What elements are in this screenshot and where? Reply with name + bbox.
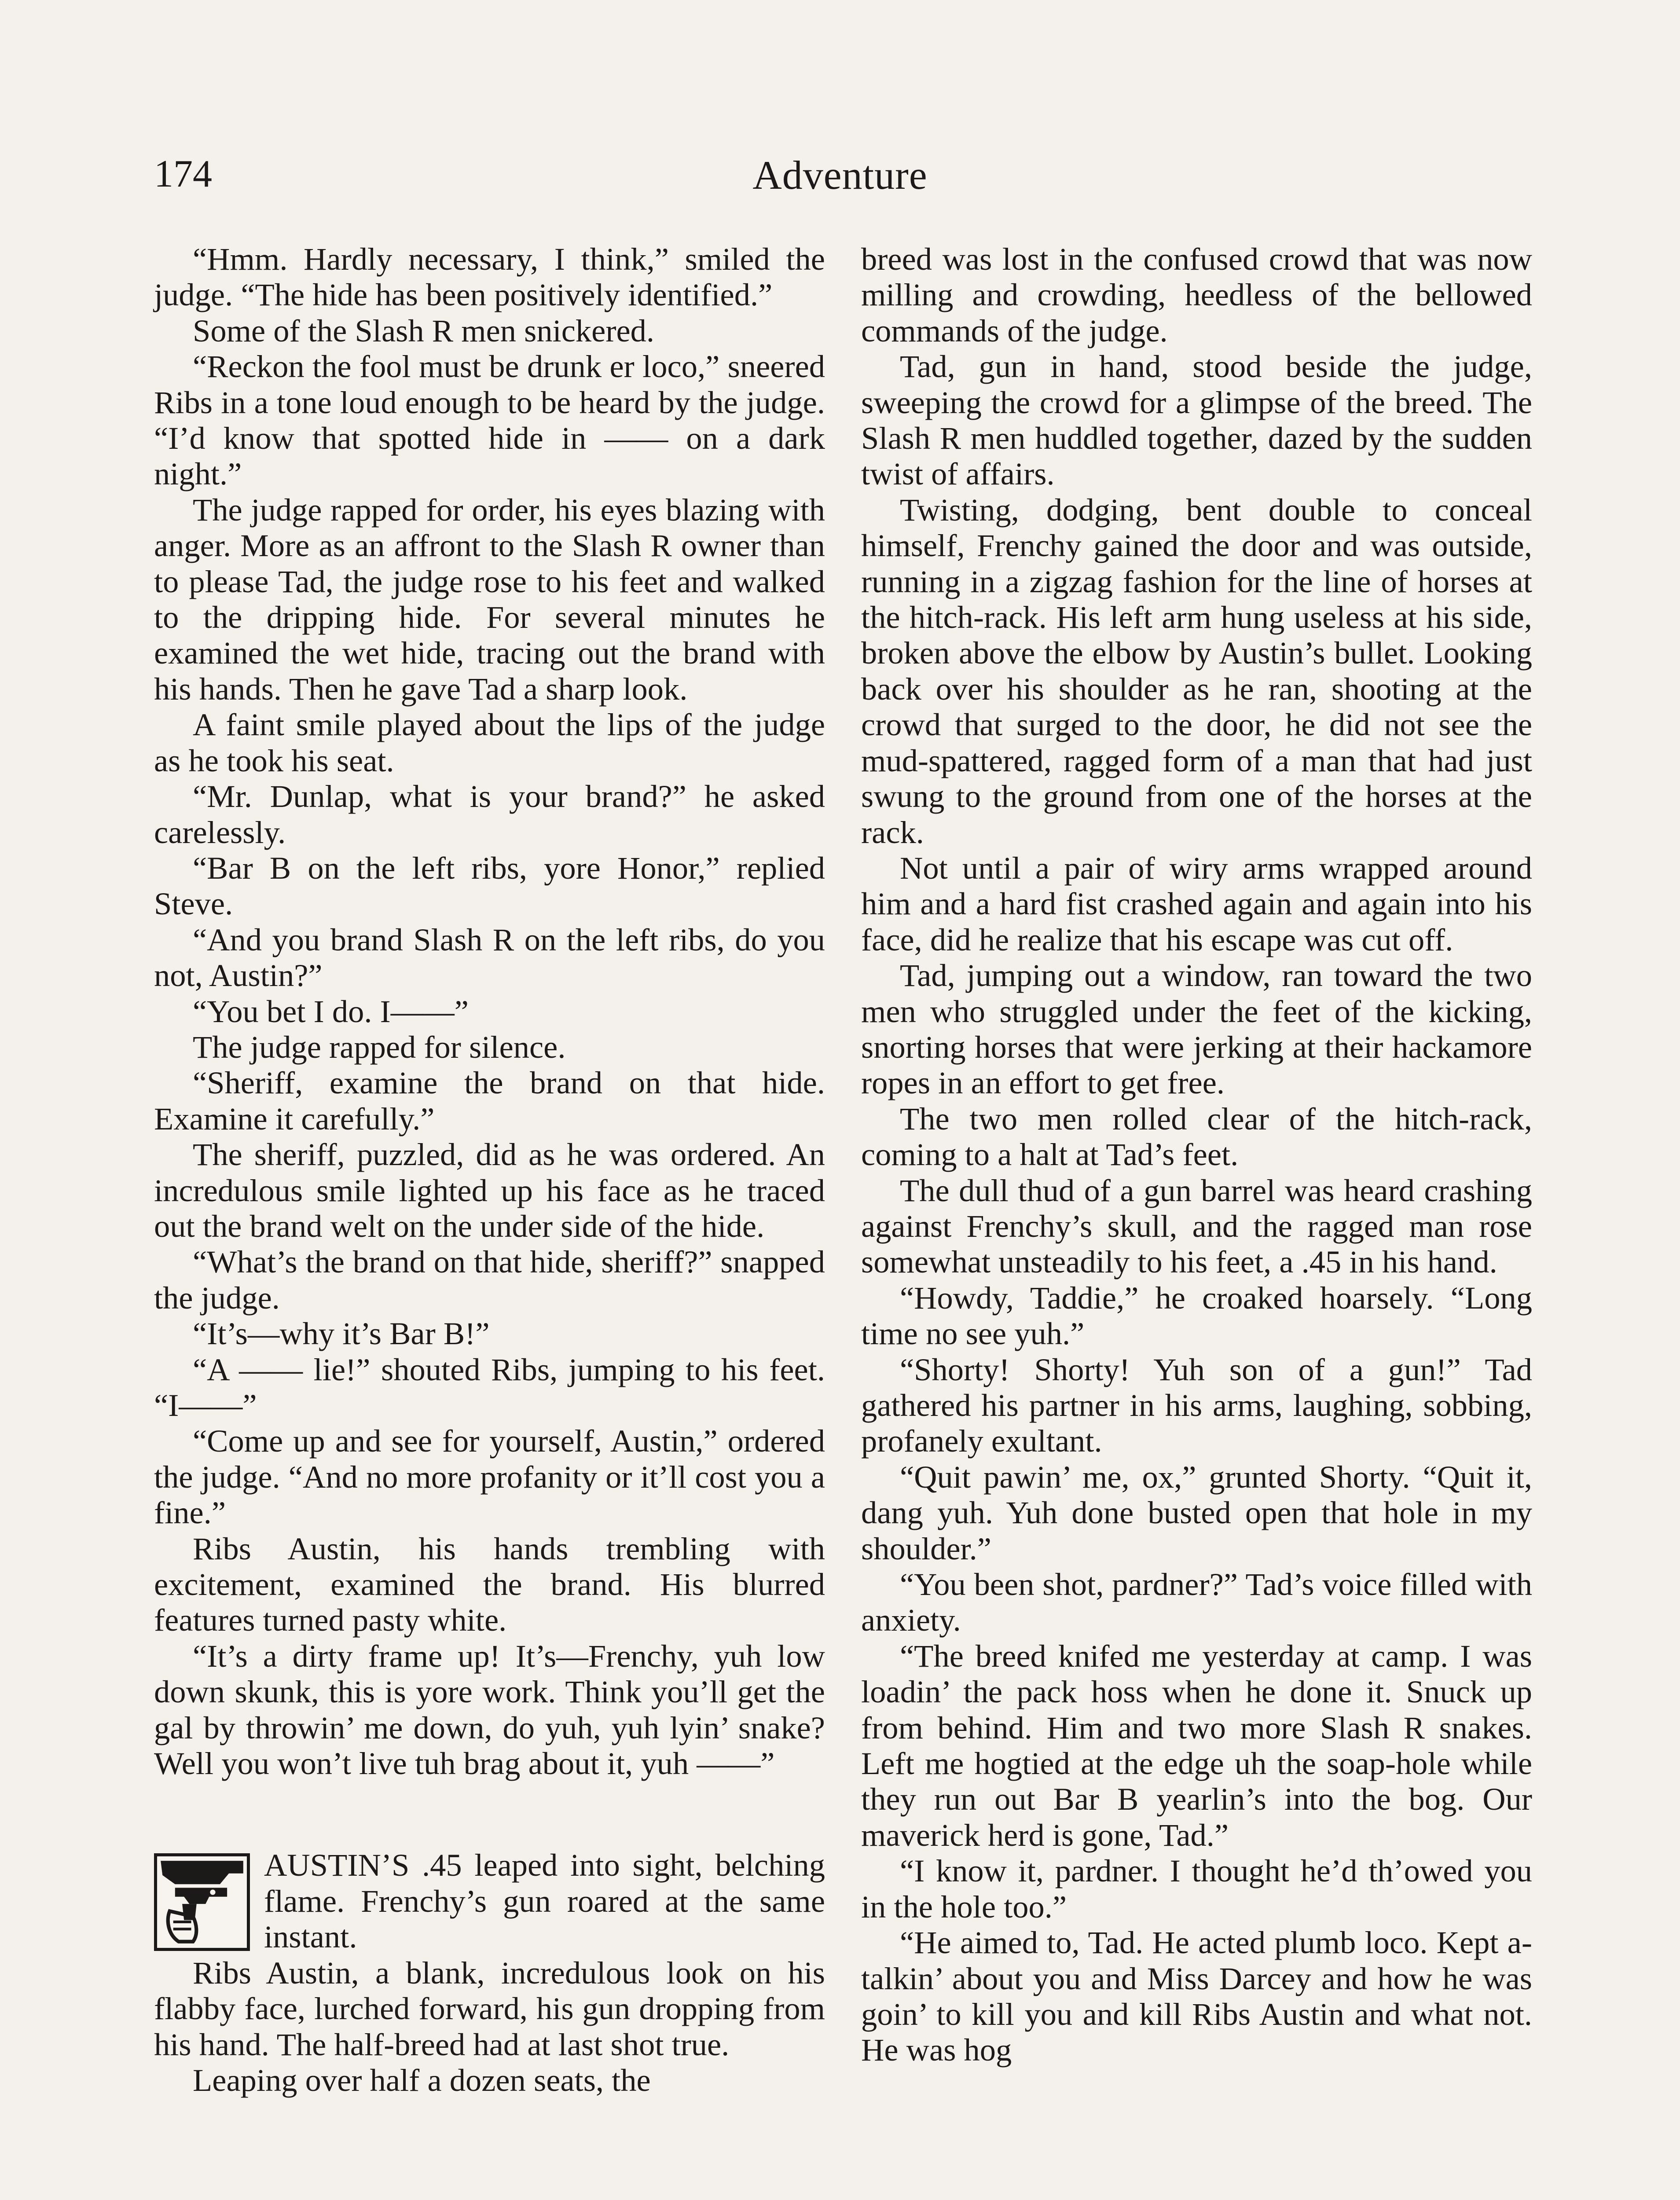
- paragraph: “And you brand Slash R on the left ribs, do you not, Austin?”: [154, 921, 825, 994]
- left-column: [154, 241, 825, 2098]
- paragraph: Not until a pair of wiry arms wrapped around him and a hard fist crashed again and again into his face, did he realize that his escape was cut off.: [861, 850, 1532, 957]
- section-break: [154, 1781, 825, 1847]
- paragraph: “Reckon the fool must be drunk er loco,” sneered Ribs in a tone loud enough to be heard by the judge. “I’d know that spotted hide in —— on a dark night.”: [154, 348, 825, 492]
- running-head-title: Adventure: [752, 153, 928, 198]
- paragraph: “Shorty! Shorty! Yuh son of a gun!” Tad gathered his partner in his arms, laughing, sobbing, profanely exultant.: [861, 1351, 1532, 1459]
- paragraph: Ribs Austin, his hands trembling with excitement, examined the brand. His blurred features turned pasty white.: [154, 1530, 825, 1638]
- dropcap-paragraph: AUSTIN’S .45 leaped into sight, belching flame. Frenchy’s gun roared at the same instant.: [264, 1847, 825, 1955]
- paragraph: “It’s a dirty frame up! It’s—Frenchy, yuh low down skunk, this is yore work. Think you’ll get the gal by throwin’ me down, do yuh, yuh lyin’ snake? Well you won’t live tuh brag about it, yuh ——”: [154, 1638, 825, 1782]
- page-number: 174: [154, 153, 212, 195]
- paragraph: Twisting, dodging, bent double to conceal himself, Frenchy gained the door and was outside, running in a zigzag fashion for the line of horses at the hitch-rack. His left arm hung useless at his side, broken above the elbow by Austin’s bullet. Looking back over his shoulder as he ran, shooting at the crowd that surged to the door, he did not see the mud-spattered, ragged form of a man that had just swung to the ground from one of the horses at the rack.: [861, 491, 1532, 850]
- paragraph: “Howdy, Taddie,” he croaked hoarsely. “Long time no see yuh.”: [861, 1280, 1532, 1352]
- paragraph: Tad, jumping out a window, ran toward the two men who struggled under the feet of the kicking, snorting horses that were jerking at their hackamore ropes in an effort to get free.: [861, 957, 1532, 1101]
- paragraph: Leaping over half a dozen seats, the: [193, 2062, 651, 2098]
- paragraph: The judge rapped for order, his eyes blazing with anger. More as an affront to the Slash R owner than to please Tad, the judge rose to his feet and walked to the dripping hide. For several minutes he examined the wet hide, tracing out the brand with his hands. Then he gave Tad a sharp look.: [154, 491, 825, 707]
- paragraph: “Come up and see for yourself, Austin,” ordered the judge. “And no more profanity or it’ll cost you a fine.”: [154, 1423, 825, 1531]
- paragraph: “Mr. Dunlap, what is your brand?” he asked carelessly.: [154, 778, 825, 850]
- continued-paragraph: breed was lost in the confused crowd that was now milling and crowding, heedless of the bellowed commands of the judge.: [861, 241, 1532, 348]
- paragraph: “You bet I do. I——”: [193, 993, 469, 1029]
- paragraph: “The breed knifed me yesterday at camp. I was loadin’ the pack hoss when he done it. Snuck up from behind. Him and two more Slash R snakes. Left me hogtied at the edge uh the soap-hole while they run out Bar B yearlin’s into the bog. Our maverick herd is gone, Tad.”: [861, 1638, 1532, 1853]
- paragraph: “You been shot, pardner?” Tad’s voice filled with anxiety.: [861, 1566, 1532, 1638]
- revolver-hand-icon: [154, 1853, 250, 1951]
- paragraph: “I know it, pardner. I thought he’d th’owed you in the hole too.”: [861, 1853, 1532, 1925]
- paragraph: Ribs Austin, a blank, incredulous look on his flabby face, lurched forward, his gun dropping from his hand. The half-breed had at last shot true.: [154, 1954, 825, 2062]
- paragraph: Some of the Slash R men snickered.: [193, 312, 655, 348]
- paragraph: “He aimed to, Tad. He acted plumb loco. Kept a-talkin’ about you and Miss Darcey and how he was goin’ to kill you and kill Ribs Austin and what not. He was hog: [861, 1925, 1532, 2068]
- right-column: [861, 241, 1532, 2068]
- paragraph: “What’s the brand on that hide, sheriff?” snapped the judge.: [154, 1244, 825, 1316]
- paragraph: The judge rapped for silence.: [193, 1029, 566, 1065]
- paragraph: “Sheriff, examine the brand on that hide. Examine it carefully.”: [154, 1065, 825, 1137]
- paragraph: “Hmm. Hardly necessary, I think,” smiled the judge. “The hide has been positively identified.”: [154, 241, 825, 313]
- paragraph: Tad, gun in hand, stood beside the judge, sweeping the crowd for a glimpse of the breed. The Slash R men huddled together, dazed by the sudden twist of affairs.: [861, 348, 1532, 492]
- dropcap-paragraph-block: [154, 1847, 825, 1954]
- paragraph: A faint smile played about the lips of the judge as he took his seat.: [154, 707, 825, 778]
- paragraph: The sheriff, puzzled, did as he was ordered. An incredulous smile lighted up his face as he traced out the brand welt on the under side of the hide.: [154, 1137, 825, 1244]
- paragraph: “Quit pawin’ me, ox,” grunted Shorty. “Quit it, dang yuh. Yuh done busted open that hole in my shoulder.”: [861, 1459, 1532, 1566]
- paragraph: “It’s—why it’s Bar B!”: [193, 1316, 490, 1352]
- paragraph: The two men rolled clear of the hitch-rack, coming to a halt at Tad’s feet.: [861, 1100, 1532, 1173]
- paragraph: The dull thud of a gun barrel was heard crashing against Frenchy’s skull, and the ragged man rose somewhat unsteadily to his feet, a .45 in his hand.: [861, 1172, 1532, 1280]
- paragraph: “Bar B on the left ribs, yore Honor,” replied Steve.: [154, 850, 825, 922]
- paragraph: “A —— lie!” shouted Ribs, jumping to his feet. “I——”: [154, 1351, 825, 1423]
